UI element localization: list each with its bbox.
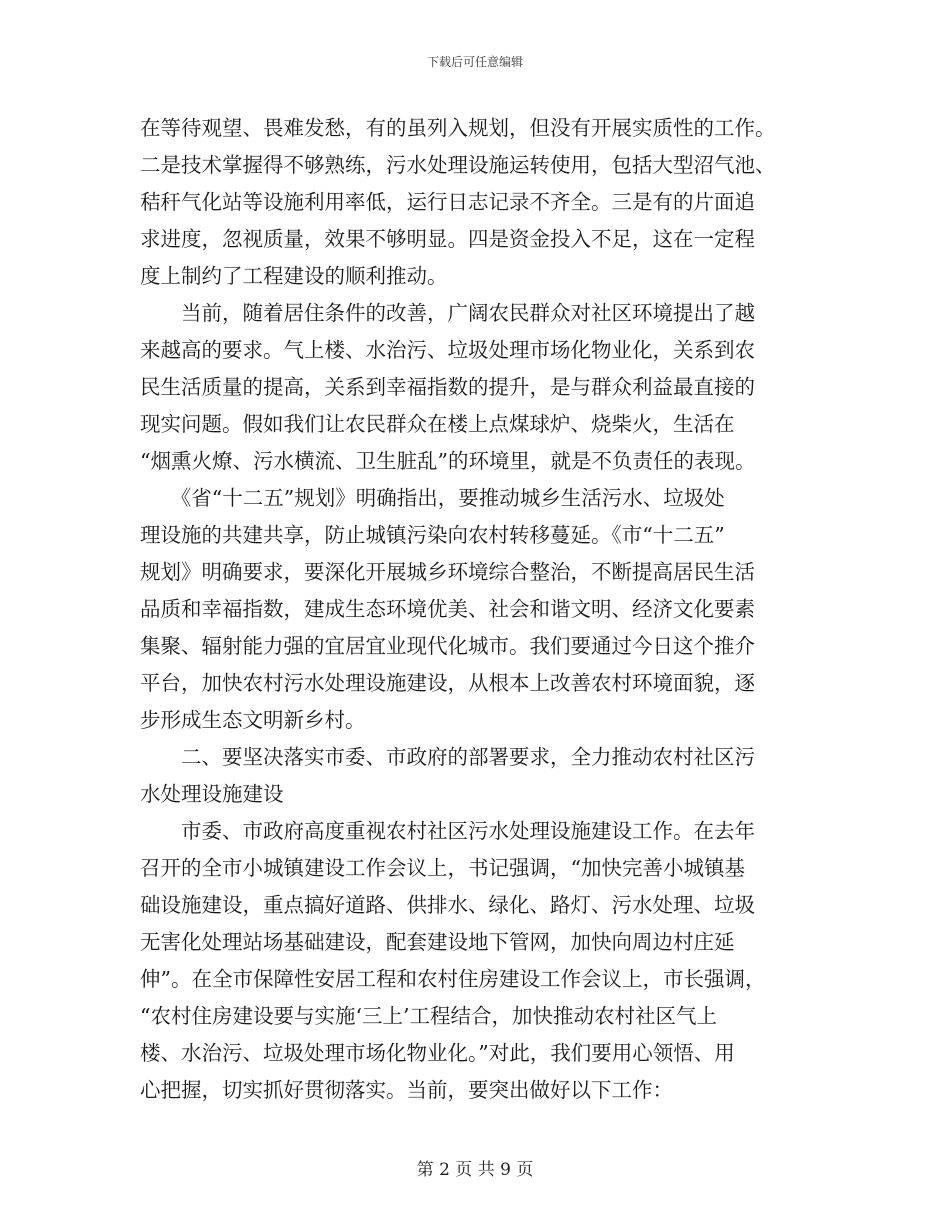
section-heading-line: 水处理设施建设 (140, 782, 284, 806)
text-line: 《省“十二五”规划》明确指出，要推动城乡生活污水、垃圾处 (140, 486, 725, 510)
text-line: 度上制约了工程建设的顺利推动。 (140, 264, 448, 288)
text-line: 平台，加快农村污水处理设施建设，从根本上改善农村环境面貌，逐 (140, 671, 755, 695)
text-line: 规划》明确要求，要深化开展城乡环境综合整治，不断提高居民生活 (140, 560, 755, 584)
text-line: 理设施的共建共享，防止城镇污染向农村转移蔓延。《市“十二五” (140, 523, 725, 547)
page-header: 下载后可任意编辑 (426, 55, 523, 69)
section-heading-line: 二、要坚决落实市委、市政府的部署要求，全力推动农村社区污 (140, 745, 755, 769)
text-line: 础设施建设，重点搞好道路、供排水、绿化、路灯、污水处理、垃圾 (140, 893, 755, 917)
text-line: 现实问题。假如我们让农民群众在楼上点煤球炉、烧柴火，生活在 (140, 412, 735, 436)
text-line: 市委、市政府高度重视农村社区污水处理设施建设工作。在去年 (140, 819, 755, 843)
text-line: 伸”。在全市保障性安居工程和农村住房建设工作会议上，市长强调， (140, 967, 766, 991)
text-line: 二是技术掌握得不够熟练，污水处理设施运转使用，包括大型沼气池、 (140, 153, 776, 177)
text-line: 当前，随着居住条件的改善，广阔农民群众对社区环境提出了越 (140, 301, 755, 325)
text-line: 秸秆气化站等设施利用率低，运行日志记录不齐全。三是有的片面追 (140, 190, 755, 214)
text-line: “烟熏火燎、污水横流、卫生脏乱”的环境里，就是不负责任的表现。 (140, 449, 756, 473)
text-line: 在等待观望、畏难发愁，有的虽列入规划，但没有开展实质性的工作。 (140, 116, 776, 140)
text-line: 集聚、辐射能力强的宜居宜业现代化城市。我们要通过今日这个推介 (140, 634, 755, 658)
text-line: 步形成生态文明新乡村。 (140, 708, 366, 732)
text-line: “农村住房建设要与实施‘三上’工程结合，加快推动农村社区气上 (140, 1004, 718, 1028)
text-line: 无害化处理站场基础建设，配套建设地下管网，加快向周边村庄延 (140, 930, 735, 954)
text-line: 求进度，忽视质量，效果不够明显。四是资金投入不足，这在一定程 (140, 227, 755, 251)
text-line: 品质和幸福指数，建成生态环境优美、社会和谐文明、经济文化要素 (140, 597, 755, 621)
text-line: 心把握，切实抓好贯彻落实。当前，要突出做好以下工作： (140, 1078, 673, 1102)
text-line: 民生活质量的提高，关系到幸福指数的提升，是与群众利益最直接的 (140, 375, 755, 399)
text-line: 召开的全市小城镇建设工作会议上，书记强调，“加快完善小城镇基 (140, 856, 745, 880)
page-footer: 第 2 页 共 9 页 (416, 1160, 534, 1180)
document-body (140, 110, 810, 1109)
text-line: 来越高的要求。气上楼、水治污、垃圾处理市场化物业化，关系到农 (140, 338, 755, 362)
text-line: 楼、水治污、垃圾处理市场化物业化。”对此，我们要用心领悟、用 (140, 1041, 735, 1065)
